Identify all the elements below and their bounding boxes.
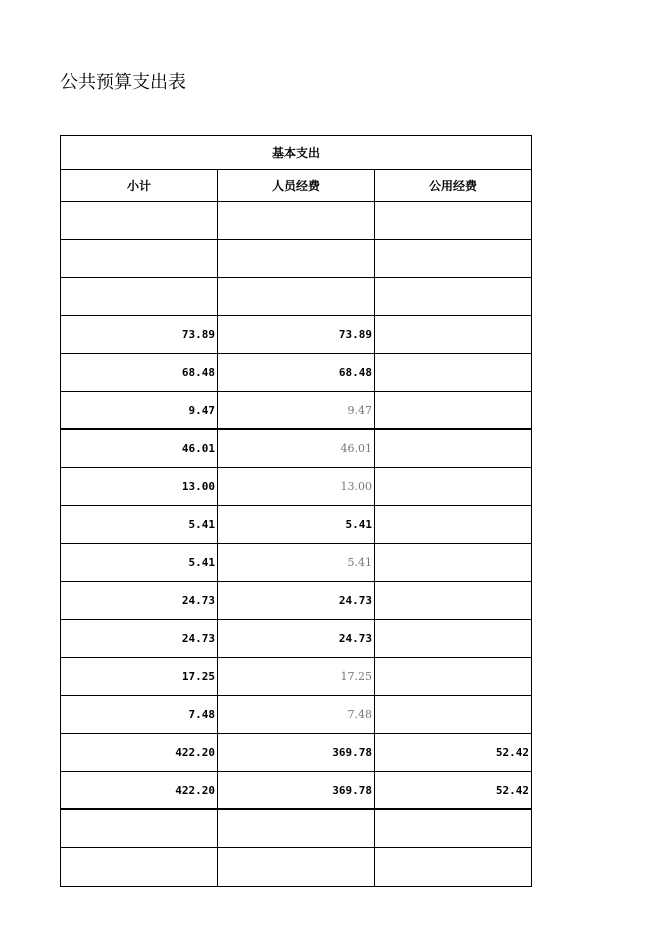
cell-subtotal: [61, 848, 218, 886]
table-row: [61, 582, 531, 620]
cell-subtotal: 5.41: [61, 544, 218, 581]
cell-public: [375, 392, 531, 428]
cell-public: 52.42: [495, 783, 529, 797]
cell-public: [375, 468, 531, 505]
cell-subtotal: 13.00: [61, 468, 218, 505]
cell-public: [375, 202, 531, 239]
cell-personnel: 7.48: [218, 696, 375, 733]
cell-subtotal: 9.47: [61, 392, 218, 428]
table-row: [61, 430, 531, 468]
cell-public: [375, 354, 531, 391]
cell-public: [375, 696, 531, 733]
cell-subtotal: 422.20: [61, 734, 218, 771]
table-row: [61, 202, 531, 240]
cell-subtotal: 73.89: [61, 316, 218, 353]
cell-personnel: 5.41: [218, 506, 375, 543]
cell-personnel: 24.73: [218, 582, 375, 619]
cell-personnel: 9.47: [218, 392, 375, 428]
table-row: [61, 696, 531, 734]
table-row: [61, 278, 531, 316]
cell-subtotal: 24.73: [61, 582, 218, 619]
table-row: [61, 734, 531, 772]
cell-personnel: [218, 202, 375, 239]
cell-personnel: 5.41: [218, 544, 375, 581]
table-row: [61, 772, 531, 810]
table-row: [61, 392, 531, 430]
budget-table: [60, 135, 532, 887]
cell-public: 52.42: [495, 746, 529, 759]
cell-personnel: 24.73: [218, 620, 375, 657]
table-row: [61, 544, 531, 582]
page-title: 公共预算支出表: [60, 72, 186, 93]
cell-public: [375, 544, 531, 581]
cell-subtotal: 5.41: [61, 506, 218, 543]
column-header-public: 公用经费: [428, 179, 477, 193]
column-header-personnel: 人员经费: [218, 170, 375, 201]
table-row: [61, 506, 531, 544]
table-row: [61, 354, 531, 392]
cell-subtotal: 422.20: [61, 772, 218, 808]
table-row: [61, 316, 531, 354]
cell-public: [375, 278, 531, 315]
cell-subtotal: 68.48: [61, 354, 218, 391]
cell-subtotal: [61, 810, 218, 847]
table-row: [61, 658, 531, 696]
cell-public: [375, 316, 531, 353]
cell-personnel: [218, 810, 375, 847]
cell-public: [375, 848, 531, 886]
cell-public: [375, 240, 531, 277]
cell-subtotal: 7.48: [61, 696, 218, 733]
cell-subtotal: 46.01: [61, 430, 218, 467]
table-row: [61, 848, 531, 886]
cell-public: [375, 582, 531, 619]
cell-personnel: 73.89: [218, 316, 375, 353]
cell-subtotal: [61, 278, 218, 315]
table-row: [61, 810, 531, 848]
cell-personnel: [218, 848, 375, 886]
cell-personnel: 13.00: [218, 468, 375, 505]
cell-personnel: 46.01: [218, 430, 375, 467]
cell-personnel: 369.78: [218, 772, 375, 808]
cell-personnel: 68.48: [218, 354, 375, 391]
table-row: [61, 468, 531, 506]
cell-subtotal: 17.25: [61, 658, 218, 695]
cell-public: [375, 506, 531, 543]
cell-subtotal: [61, 202, 218, 239]
cell-personnel: [218, 240, 375, 277]
cell-public: [375, 658, 531, 695]
cell-public: [375, 620, 531, 657]
cell-public: [375, 810, 531, 847]
cell-personnel: 369.78: [218, 734, 375, 771]
column-header-subtotal: 小计: [61, 170, 218, 201]
column-header-row: [61, 170, 531, 202]
cell-personnel: 17.25: [218, 658, 375, 695]
table-row: [61, 620, 531, 658]
cell-public: [375, 430, 531, 467]
group-header: 基本支出: [61, 136, 531, 170]
cell-subtotal: [61, 240, 218, 277]
table-row: [61, 240, 531, 278]
cell-personnel: [218, 278, 375, 315]
cell-subtotal: 24.73: [61, 620, 218, 657]
